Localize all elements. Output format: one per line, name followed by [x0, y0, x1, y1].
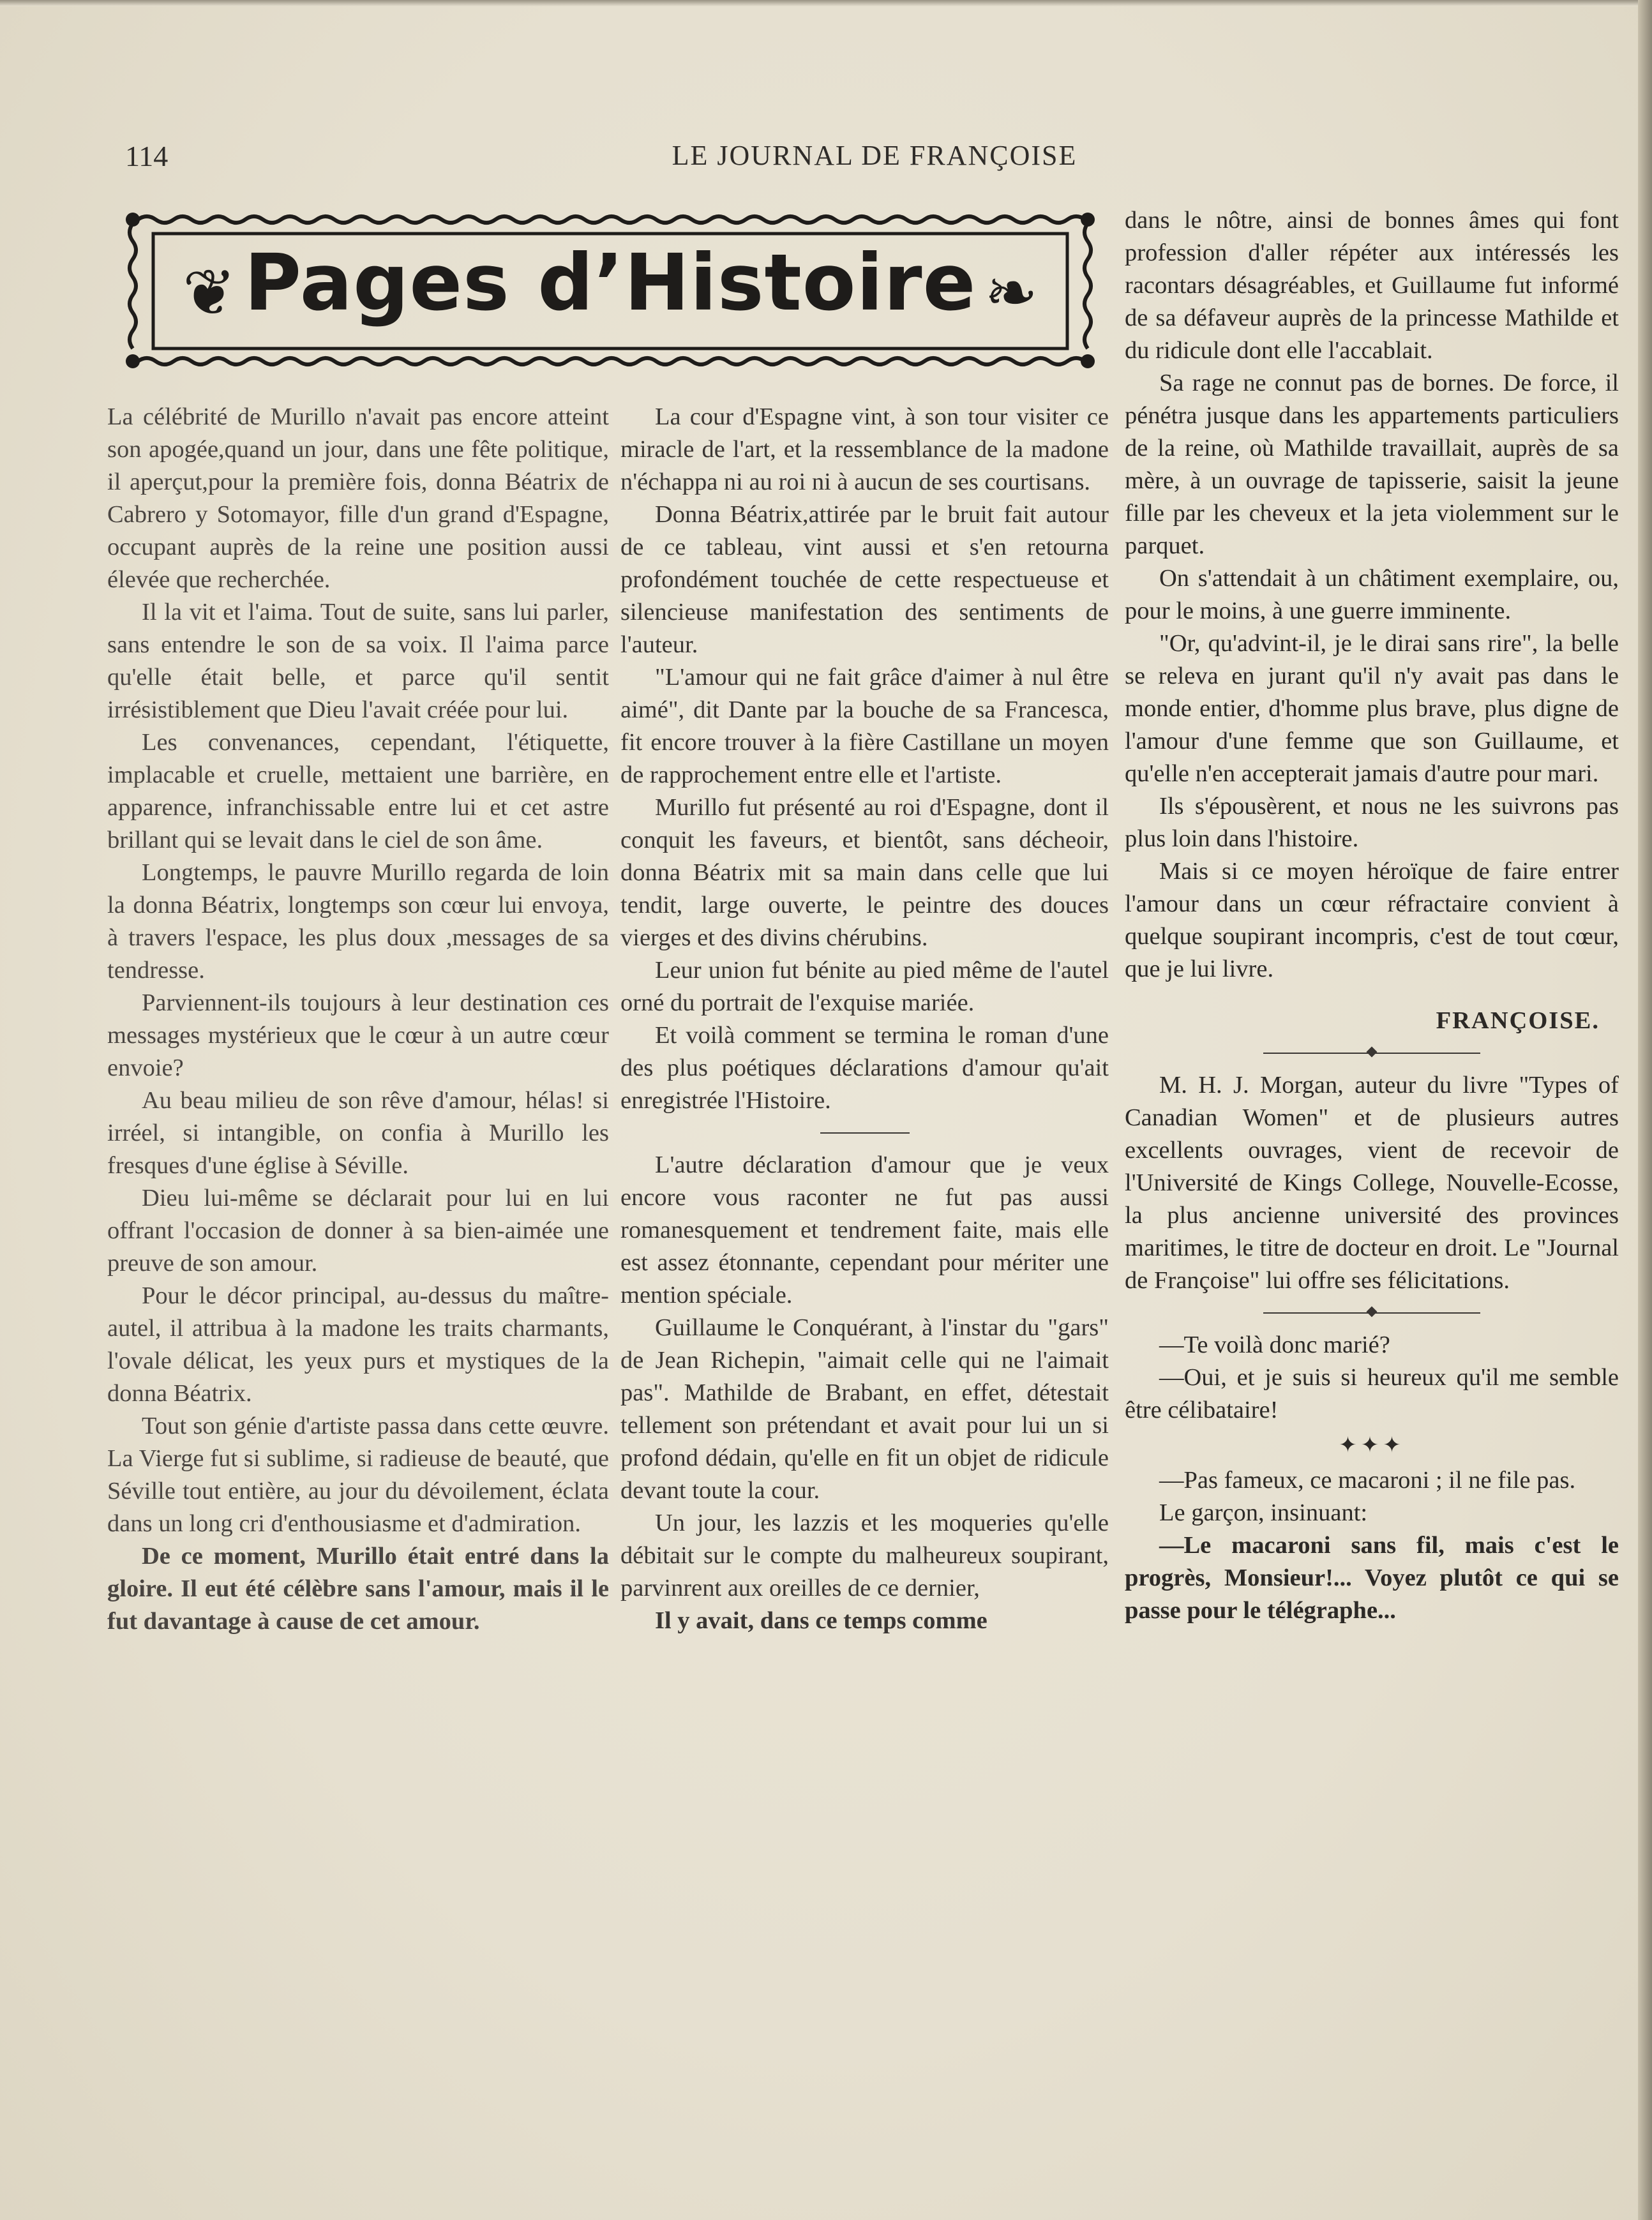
paragraph: dans le nôtre, ainsi de bonnes âmes qui font profession d'aller répéter aux intéressés les racontars désagréables, et Guillaume fut informé de sa défaveur auprès de la princesse Mathilde et du ridicule dont elle l'accablait.	[1125, 207, 1619, 364]
ornamental-divider	[1263, 1053, 1480, 1054]
column-middle	[620, 401, 1109, 1637]
column-right	[1125, 204, 1619, 1627]
author-signature: FRANÇOISE.	[1436, 1007, 1600, 1034]
ornament-left-icon: ❦	[183, 255, 236, 330]
paragraph: Mais si ce moyen héroïque de faire entrer l'amour dans un cœur réfractaire convient à quelque soupirant incompris, c'est de tout cœur, que je lui livre.	[1125, 858, 1619, 982]
paragraph: Sa rage ne connut pas de bornes. De force, il pénétra jusque dans les appartements particuliers de la reine, où Mathilde travaillait, auprès de sa mère, à un ouvrage de tapisserie, saisit la jeune fille par les cheveux et la jeta violemment sur le parquet.	[1125, 370, 1619, 559]
journal-title: LE JOURNAL DE FRANÇOISE	[672, 140, 1078, 171]
notice-paragraph: M. H. J. Morgan, auteur du livre "Types of Canadian Women" et de plusieurs autres excellents ouvrages, vient de recevoir de l'Université de Kings College, Nouvelle-Ecosse, la plus ancienne université des provinces maritimes, le titre de docteur en droit. Le "Journal de Françoise" lui offre ses félicitations.	[1125, 1072, 1619, 1294]
paragraph: Et voilà comment se termina le roman d'une des plus poétiques déclarations d'amour qu'ait enregistrée l'Histoire.	[620, 1022, 1109, 1114]
paragraph: La cour d'Espagne vint, à son tour visiter ce miracle de l'art, et la ressemblance de la madone n'échappa ni au roi ni à aucun de ses courtisans.	[620, 403, 1109, 495]
paragraph: "Or, qu'advint-il, je le dirai sans rire", la belle se releva en jurant qu'il n'y avait pas dans le monde entier, d'homme plus brave, plus digne de l'amour d'une femme que son Guillaume, et qu'elle n'en accepterait jamais d'autre pour mari.	[1125, 630, 1619, 787]
paragraph: On s'attendait à un châtiment exemplaire, ou, pour le moins, à une guerre imminente.	[1125, 565, 1619, 624]
paragraph: Longtemps, le pauvre Murillo regarda de loin la donna Béatrix, longtemps son cœur lui envoya, à travers l'espace, les plus doux ,messages de sa tendresse.	[107, 859, 609, 984]
paragraph: Donna Béatrix,attirée par le bruit fait autour de ce tableau, vint aussi et s'en retourna profondément touchée de cette respectueuse et silencieuse manifestation des sentiments de l'auteur.	[620, 501, 1109, 658]
paragraph: Ils s'épousèrent, et nous ne les suivrons pas plus loin dans l'histoire.	[1125, 793, 1619, 852]
paragraph: Il y avait, dans ce temps comme	[655, 1607, 987, 1634]
paragraph: Les convenances, cependant, l'étiquette, implacable et cruelle, mettaient une barrière, en apparence, infranchissable entre lui et cet astre brillant qui se levait dans le ciel de son âme.	[107, 729, 609, 853]
paragraph: Parviennent-ils toujours à leur destination ces messages mystérieux que le cœur à un autre cœur envoie?	[107, 989, 609, 1081]
paragraph: La célébrité de Murillo n'avait pas encore atteint son apogée,quand un jour, dans une fête politique, il aperçut,pour la première fois, donna Béatrix de Cabrero y Sotomayor, fille d'un grand d'Espagne, occupant auprès de la reine une position aussi élevée que recherchée.	[107, 403, 609, 593]
paragraph: L'autre déclaration d'amour que je veux encore vous raconter ne fut pas aussi romanesquement et tendrement faite, mais elle est assez étonnante, cependant pour mériter une mention spéciale.	[620, 1151, 1109, 1309]
paragraph: Au beau milieu de son rêve d'amour, hélas! si irréel, si intangible, on confia à Murillo les fresques d'une église à Séville.	[107, 1087, 609, 1179]
ornament-right-icon: ❧	[984, 255, 1038, 330]
paragraph: Guillaume le Conquérant, à l'instar du "gars" de Jean Richepin, "aimait celle qui ne l'aimait pas". Mathilde de Brabant, en effet, détestait tellement son prétendant et avait pour lui un si profond dédain, qu'elle en fit un objet de ridicule devant toute la cour.	[620, 1314, 1109, 1504]
joke-line: —Te voilà donc marié?	[1159, 1331, 1390, 1358]
star-separator-icon: ✦✦✦	[1339, 1434, 1405, 1457]
running-header	[0, 139, 1652, 177]
paragraph: Il la vit et l'aima. Tout de suite, sans lui parler, sans entendre le son de sa voix. Il l'aima parce qu'elle était belle, et parce qu'il sentit irrésistiblement que Dieu l'avait créée pour lui.	[107, 599, 609, 723]
column-left	[107, 401, 609, 1638]
page-number: 114	[125, 140, 169, 172]
section-divider	[820, 1132, 910, 1134]
paragraph: "L'amour qui ne fait grâce d'aimer à nul être aimé", dit Dante par la bouche de sa Francesca, fit encore trouver à la fière Castillane un moyen de rapprochement entre elle et l'artiste.	[620, 664, 1109, 788]
paragraph: Un jour, les lazzis et les moqueries qu'elle débitait sur le compte du malheureux soupirant, parvinrent aux oreilles de ce dernier,	[620, 1510, 1109, 1601]
joke-line: Le garçon, insinuant:	[1159, 1499, 1368, 1526]
section-title: Pages d’Histoire	[244, 237, 977, 328]
joke-line: —Le macaroni sans fil, mais c'est le progrès, Monsieur!... Voyez plutôt ce qui se passe pour le télégraphe...	[1125, 1532, 1619, 1624]
paragraph: Tout son génie d'artiste passa dans cette œuvre. La Vierge fut si sublime, si radieuse de beauté, que Séville tout entière, au jour du dévoilement, éclata dans un long cri d'enthousiasme et d'admiration.	[107, 1413, 609, 1537]
joke-line: —Oui, et je suis si heureux qu'il me semble être célibataire!	[1125, 1364, 1619, 1423]
paragraph: Murillo fut présenté au roi d'Espagne, dont il conquit les faveurs, et bientôt, sans décheoir, donna Béatrix mit sa main dans celle que lui tendit, large ouverte, le peintre des douces vierges et des divins chérubins.	[620, 794, 1109, 951]
paragraph: Leur union fut bénite au pied même de l'autel orné du portrait de l'exquise mariée.	[620, 957, 1109, 1016]
page-binding-edge	[1638, 0, 1652, 2220]
section-banner	[125, 211, 1095, 370]
page-top-edge	[0, 0, 1652, 6]
paragraph: De ce moment, Murillo était entré dans la gloire. Il eut été célèbre sans l'amour, mais il le fut davantage à cause de cet amour.	[107, 1543, 609, 1635]
paragraph: Dieu lui-même se déclarait pour lui en lui offrant l'occasion de donner à sa bien-aimée une preuve de son amour.	[107, 1185, 609, 1277]
ornamental-divider	[1263, 1312, 1480, 1314]
joke-line: —Pas fameux, ce macaroni ; il ne file pas.	[1159, 1467, 1576, 1494]
paragraph: Pour le décor principal, au-dessus du maître-autel, il attribua à la madone les traits charmants, l'ovale délicat, les yeux purs et mystiques de la donna Béatrix.	[107, 1282, 609, 1407]
